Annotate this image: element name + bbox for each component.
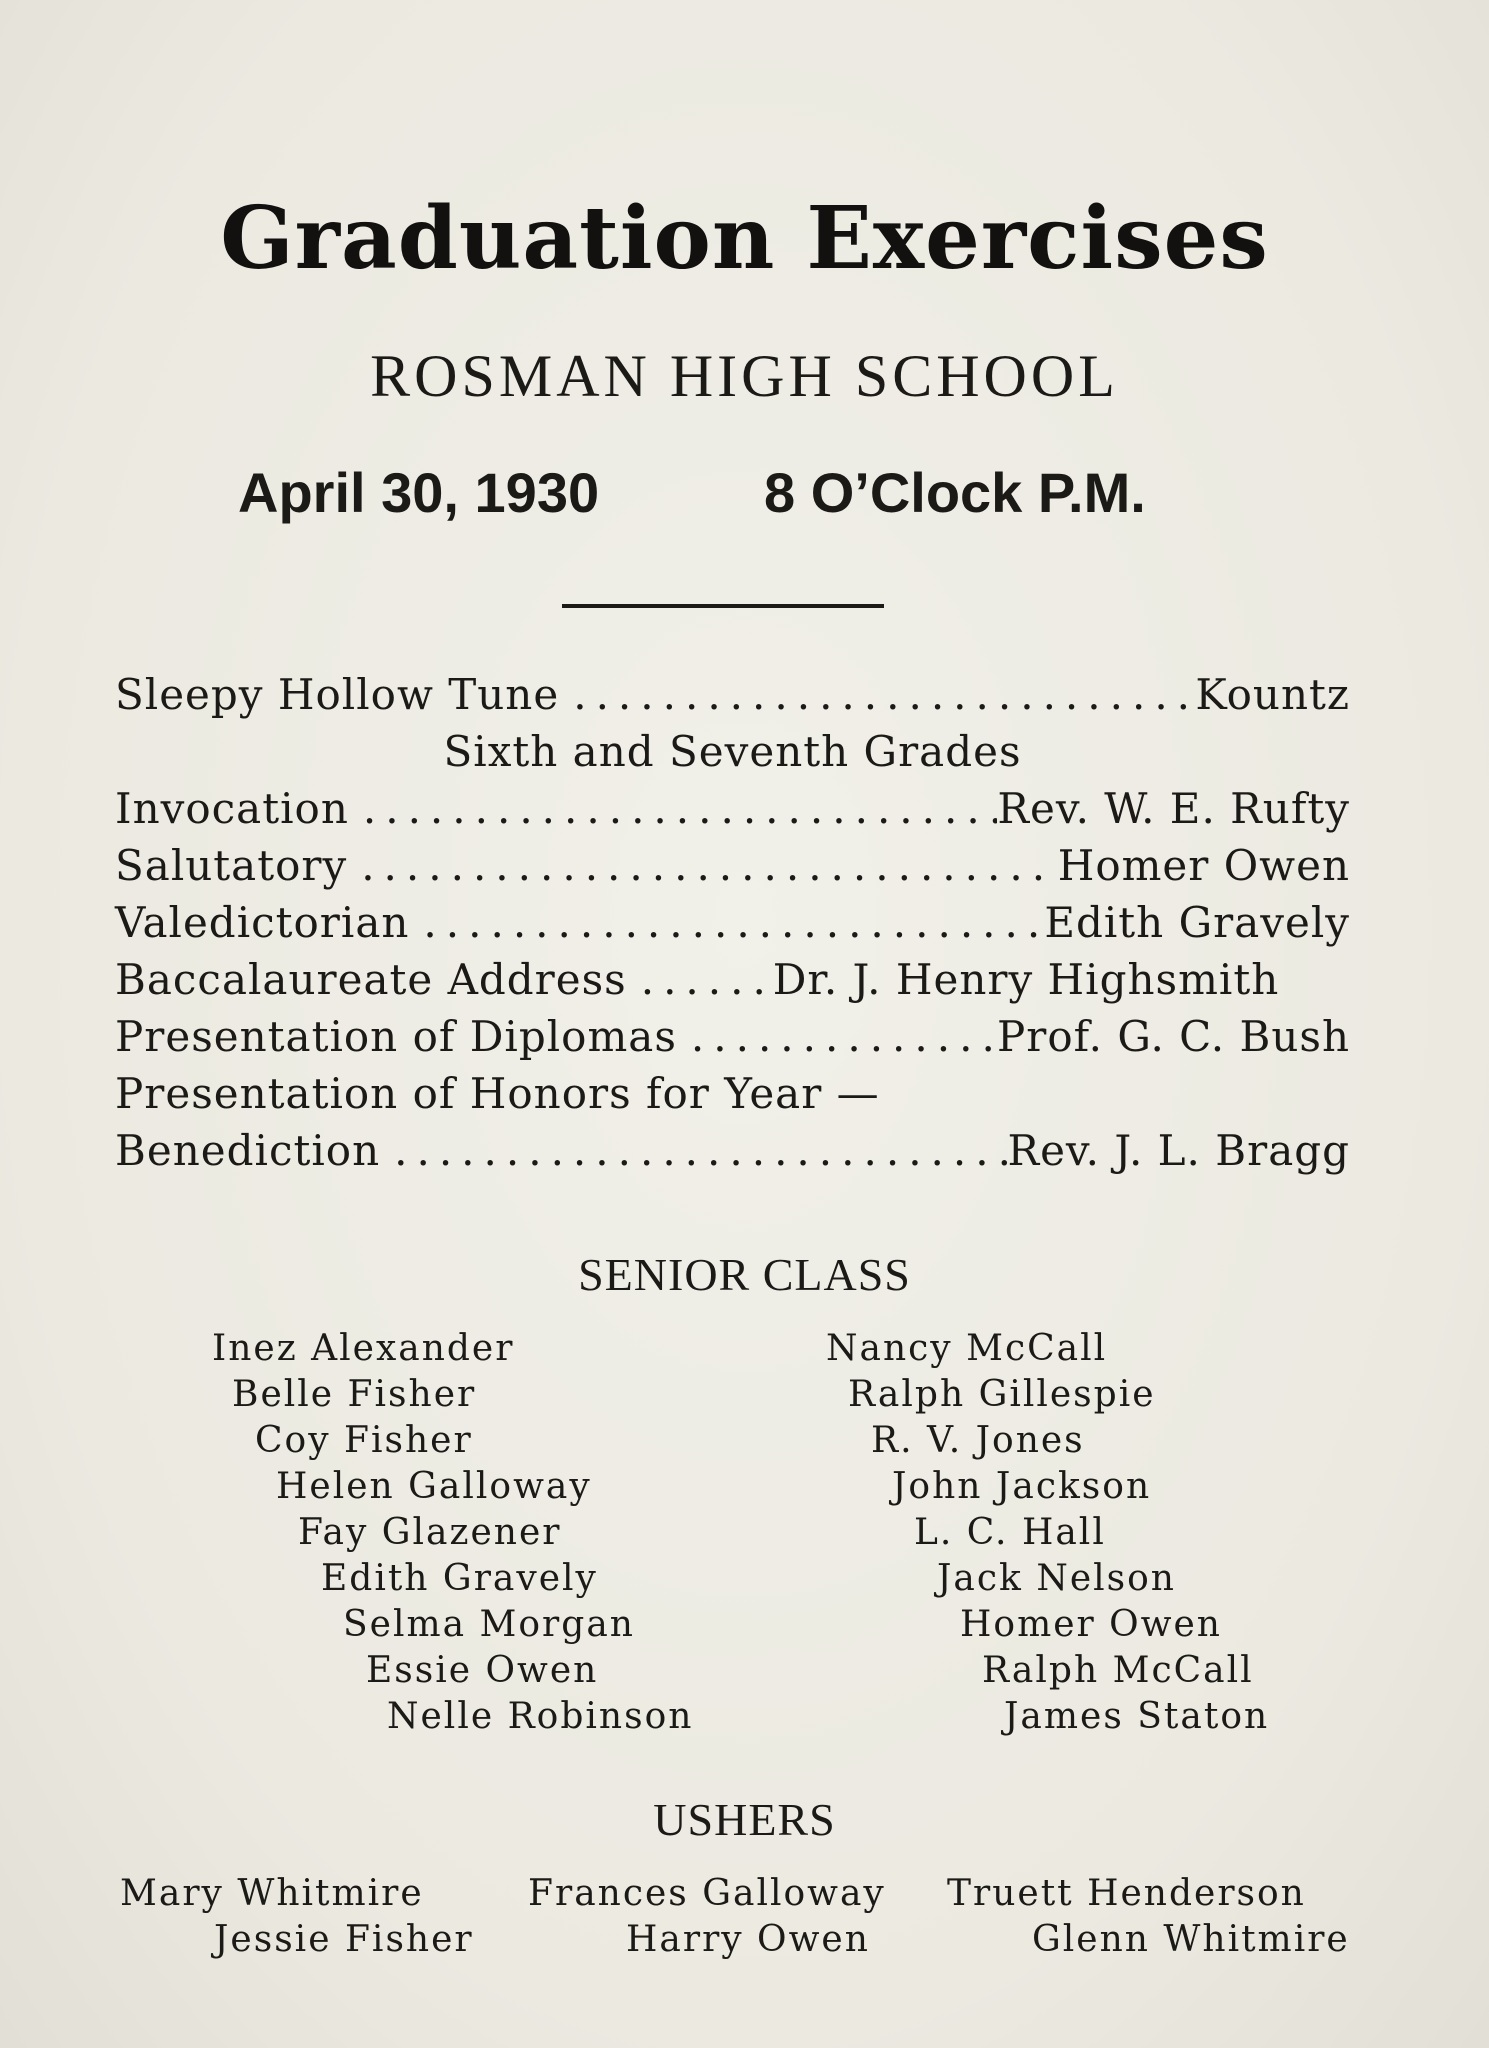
senior-name: Inez Alexander xyxy=(212,1328,515,1369)
ushers-heading: USHERS xyxy=(653,1794,836,1845)
program-item-performer: Rev. W. E. Rufty xyxy=(997,784,1350,833)
dot-leader xyxy=(627,955,773,1004)
program-item xyxy=(115,1126,1350,1183)
program-item xyxy=(115,1012,1350,1069)
program-item-title: Invocation xyxy=(115,784,349,833)
dot-leader xyxy=(409,898,1044,947)
page-title: Graduation Exercises xyxy=(220,188,1269,289)
dot-leader xyxy=(347,841,1058,890)
senior-name: John Jackson xyxy=(892,1466,1152,1507)
usher-name: Frances Galloway xyxy=(528,1873,886,1914)
senior-class-heading: SENIOR CLASS xyxy=(578,1249,911,1300)
senior-name: Edith Gravely xyxy=(321,1558,598,1599)
dot-leader xyxy=(380,1126,1007,1175)
program-item-title: Valedictorian xyxy=(115,898,410,947)
event-date: April 30, 1930 xyxy=(238,461,600,524)
program-item xyxy=(115,670,1350,727)
program-item-note: Sixth and Seventh Grades xyxy=(443,727,1022,776)
divider-rule xyxy=(562,604,884,608)
usher-name: Mary Whitmire xyxy=(120,1873,424,1914)
program-item-title: Salutatory xyxy=(115,841,348,890)
usher-name: Harry Owen xyxy=(626,1919,870,1960)
school-name: ROSMAN HIGH SCHOOL xyxy=(370,343,1119,409)
dot-leader xyxy=(349,784,997,833)
senior-name: Coy Fisher xyxy=(255,1420,473,1461)
program-item-performer: Homer Owen xyxy=(1057,841,1350,890)
senior-name: L. C. Hall xyxy=(914,1512,1106,1553)
program-item-title: Baccalaureate Address xyxy=(115,955,627,1004)
program-item xyxy=(115,841,1350,898)
usher-name: Jessie Fisher xyxy=(214,1919,474,1960)
senior-name: Nancy McCall xyxy=(826,1328,1108,1369)
senior-name: James Staton xyxy=(1004,1696,1270,1737)
program-item-performer: Edith Gravely xyxy=(1044,898,1350,947)
senior-name: Fay Glazener xyxy=(298,1512,562,1553)
date-time-row xyxy=(0,460,1489,530)
usher-name: Truett Henderson xyxy=(947,1873,1306,1914)
senior-name: Ralph McCall xyxy=(982,1650,1254,1691)
program-item-title: Sleepy Hollow Tune xyxy=(115,670,560,719)
senior-name: Ralph Gillespie xyxy=(848,1374,1156,1415)
senior-name: Jack Nelson xyxy=(937,1558,1176,1599)
program-item-title: Presentation of Honors for Year — xyxy=(115,1069,880,1118)
senior-name: Essie Owen xyxy=(366,1650,599,1691)
program-item xyxy=(115,784,1350,841)
program-item-performer: Rev. J. L. Bragg xyxy=(1007,1126,1350,1175)
program-item-performer: Kountz xyxy=(1195,670,1350,719)
senior-name: Selma Morgan xyxy=(343,1604,635,1645)
program-item xyxy=(115,1069,1350,1126)
senior-name: Helen Galloway xyxy=(276,1466,592,1507)
senior-name: Homer Owen xyxy=(960,1604,1222,1645)
program-item xyxy=(115,955,1350,1012)
program-item-title: Presentation of Diplomas xyxy=(115,1012,677,1061)
usher-name: Glenn Whitmire xyxy=(1032,1919,1350,1960)
program-item-performer: Prof. G. C. Bush xyxy=(997,1012,1350,1061)
program-item-performer: Dr. J. Henry Highsmith xyxy=(772,955,1280,1004)
dot-leader xyxy=(559,670,1195,719)
dot-leader xyxy=(677,1012,997,1061)
senior-name: Belle Fisher xyxy=(232,1374,477,1415)
program-item xyxy=(115,898,1350,955)
program-list xyxy=(115,670,1350,1183)
senior-name: Nelle Robinson xyxy=(387,1696,694,1737)
senior-name: R. V. Jones xyxy=(871,1420,1085,1461)
program-item-title: Benediction xyxy=(115,1126,381,1175)
event-time: 8 O’Clock P.M. xyxy=(764,461,1146,524)
